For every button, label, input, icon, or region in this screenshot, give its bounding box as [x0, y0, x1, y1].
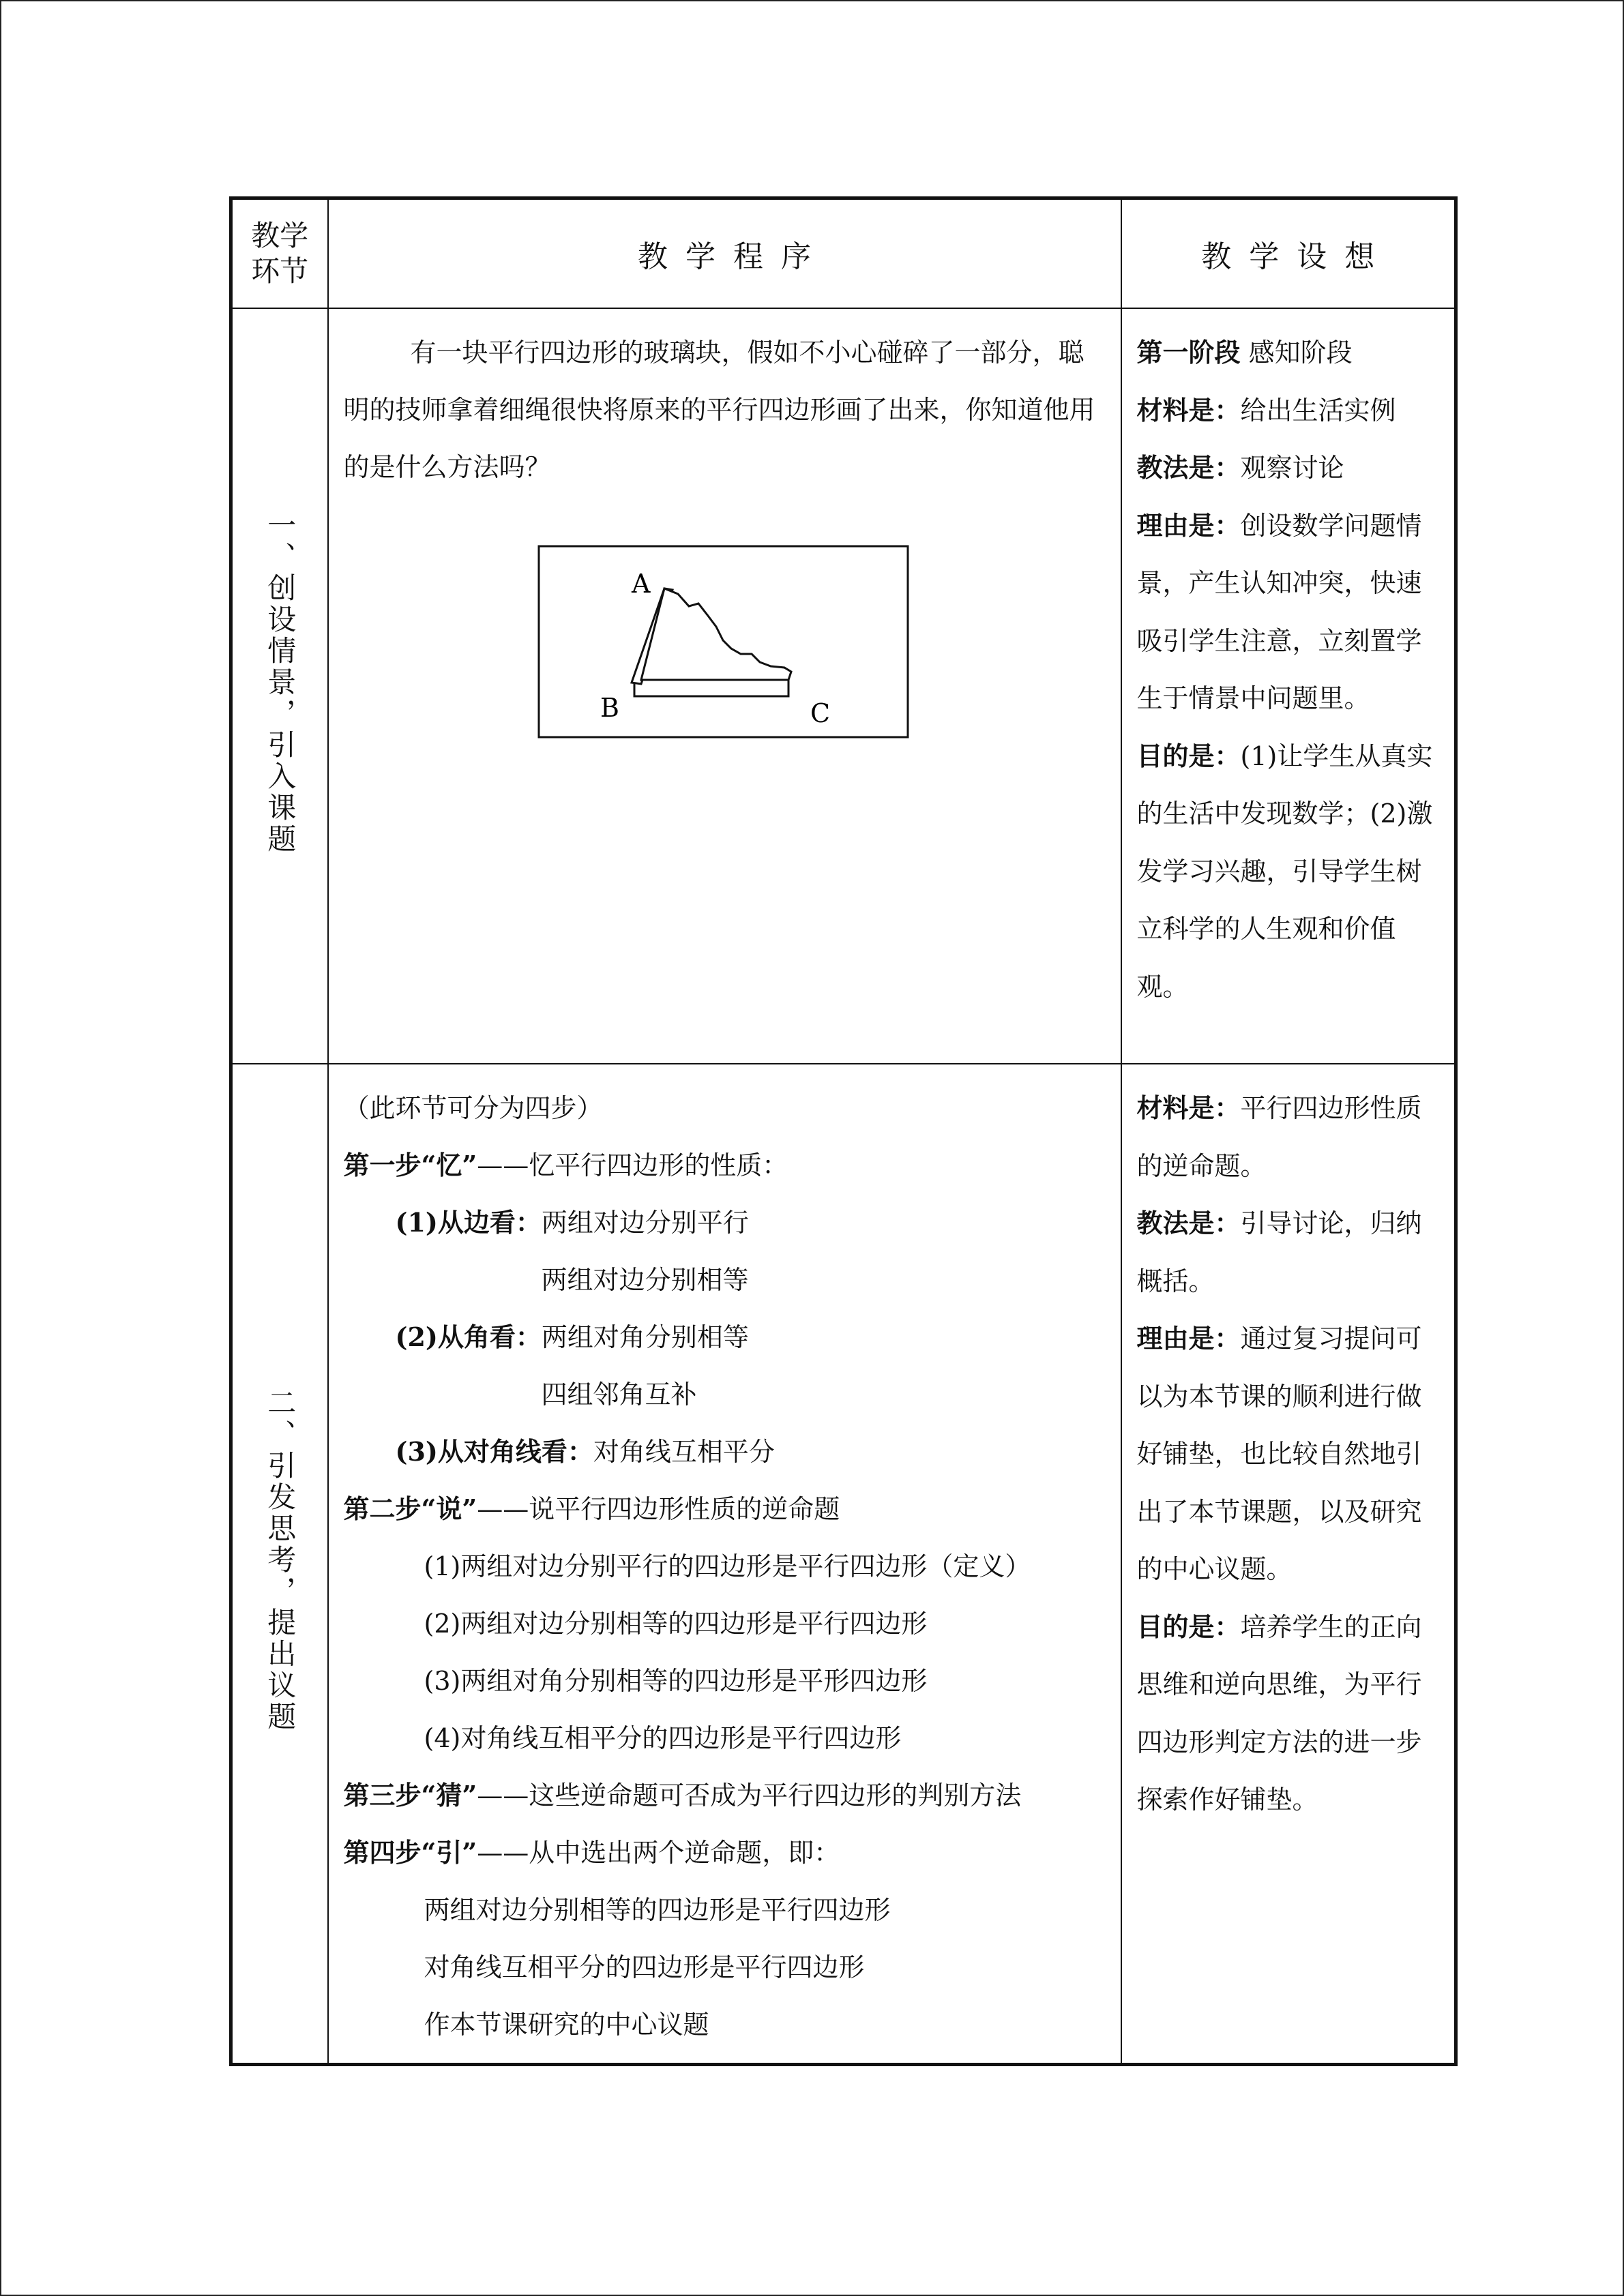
ruler-bc — [634, 680, 788, 696]
glass-fragment — [641, 588, 791, 680]
procedure-note: （此环节可分为四步） — [343, 1093, 603, 1123]
converse-3: (3)两组对角分别相等的四边形是平形四边形 — [424, 1666, 928, 1696]
step-2-label: 第二步“说” — [343, 1493, 477, 1524]
property-diagonal — [344, 1423, 1107, 1480]
step-3 — [344, 1767, 1107, 1824]
idea-1-reason — [1137, 497, 1440, 728]
broken-parallelogram-diagram — [537, 545, 909, 739]
header-row — [231, 198, 1456, 309]
idea-1-phase-label: 第一阶段 — [1136, 337, 1241, 368]
stage-2-procedure — [328, 1064, 1121, 2065]
idea-1-phase — [1137, 324, 1440, 382]
idea-2-method-text: 引导讨论，归纳概括。 — [1136, 1208, 1422, 1296]
idea-2-method-label: 教法是： — [1136, 1208, 1241, 1238]
idea-1-material-text: 给出生活实例 — [1240, 395, 1396, 426]
header-procedure — [328, 198, 1121, 309]
header-stage-line1: 教学 — [251, 219, 309, 252]
idea-2-goal-text: 培养学生的正向思维和逆向思维，为平行四边形判定方法的进一步探索作好铺垫。 — [1136, 1611, 1422, 1815]
property-side-label: (1)从边看： — [395, 1207, 542, 1238]
idea-1-phase-text: 感知阶段 — [1240, 338, 1353, 368]
header-stage-line2: 环节 — [251, 254, 309, 288]
step-1 — [344, 1137, 1107, 1194]
idea-1-reason-label: 理由是： — [1136, 509, 1241, 541]
stage-1-cell — [231, 308, 328, 1064]
chosen-3: 作本节课研究的中心议题 — [424, 2010, 709, 2040]
idea-1-goal-text: (1)让学生从真实的生活中发现数学；(2)激发学习兴趣，引导学生树立科学的人生观和价值观。 — [1136, 741, 1433, 1002]
header-stage — [231, 198, 328, 309]
idea-2-reason-text: 通过复习提问可以为本节课的顺利进行做好铺垫，也比较自然地引出了本节课题，以及研究的中心议题。 — [1136, 1324, 1422, 1584]
idea-2-method — [1137, 1195, 1440, 1310]
idea-1-method — [1137, 439, 1440, 497]
chosen-1: 两组对边分别相等的四边形是平行四边形 — [424, 1895, 891, 1925]
idea-1-goal — [1137, 728, 1440, 1016]
stage-1-procedure — [328, 308, 1121, 1064]
label-a: A — [631, 569, 650, 599]
row-stage-1 — [231, 308, 1456, 1064]
property-side — [344, 1194, 1107, 1251]
idea-1-reason-text: 创设数学问题情景，产生认知冲突，快速吸引学生注意，立刻置学生于情景中问题里。 — [1136, 510, 1422, 713]
converse-2: (2)两组对边分别相等的四边形是平行四边形 — [424, 1609, 928, 1639]
step-2 — [344, 1480, 1107, 1538]
stage-2-cell — [231, 1064, 328, 2065]
step-2-text: ——说平行四边形性质的逆命题 — [477, 1494, 840, 1524]
property-diagonal-line1: 对角线互相平分 — [593, 1437, 775, 1467]
intro-paragraph: 有一块平行四边形的玻璃块，假如不小心碰碎了一部分，聪明的技师拿着细绳很快将原来的平行四边形画了出来，你知道他用的是什么方法吗？ — [343, 338, 1095, 482]
idea-1-method-label: 教法是： — [1136, 452, 1241, 483]
stage-2-title: 二、引发思考，提出议题 — [263, 1388, 297, 1733]
step-1-text: ——忆平行四边形的性质： — [477, 1150, 788, 1180]
header-idea — [1121, 198, 1456, 309]
step-4-text: ——从中选出两个逆命题，即： — [477, 1838, 840, 1868]
property-angle — [344, 1309, 1107, 1366]
stage-1-idea — [1121, 308, 1456, 1064]
idea-1-material — [1137, 382, 1440, 440]
step-4-label: 第四步“引” — [343, 1837, 477, 1868]
idea-1-method-text: 观察讨论 — [1240, 453, 1344, 483]
glass-figure — [344, 496, 1107, 1054]
idea-2-reason-label: 理由是： — [1136, 1323, 1241, 1354]
step-4 — [344, 1824, 1107, 1881]
property-diagonal-label: (3)从对角线看： — [395, 1436, 593, 1467]
idea-2-material — [1137, 1079, 1440, 1195]
idea-1-material-label: 材料是： — [1136, 394, 1241, 426]
idea-2-material-text: 平行四边形性质的逆命题。 — [1136, 1093, 1422, 1181]
idea-1-goal-label: 目的是： — [1136, 740, 1241, 771]
property-side-line1: 两组对边分别平行 — [541, 1208, 749, 1238]
converse-4: (4)对角线互相平分的四边形是平行四边形 — [424, 1723, 902, 1753]
step-1-label: 第一步“忆” — [343, 1150, 477, 1180]
step-3-label: 第三步“猜” — [343, 1780, 477, 1810]
idea-2-goal-label: 目的是： — [1136, 1611, 1241, 1642]
property-angle-line2: 四组邻角互补 — [541, 1380, 697, 1410]
row-stage-2 — [231, 1064, 1456, 2065]
property-angle-label: (2)从角看： — [395, 1322, 542, 1352]
idea-2-material-label: 材料是： — [1136, 1092, 1241, 1123]
label-b: B — [600, 693, 619, 723]
idea-2-goal — [1137, 1598, 1440, 1829]
chosen-2: 对角线互相平分的四边形是平行四边形 — [424, 1952, 865, 1982]
converse-1: (1)两组对边分别平行的四边形是平行四边形（定义） — [424, 1551, 1031, 1581]
header-procedure-text: 教学程序 — [638, 239, 829, 274]
step-3-text: ——这些逆命题可否成为平行四边形的判别方法 — [477, 1780, 1022, 1810]
header-idea-text: 教学设想 — [1201, 239, 1393, 274]
lesson-plan-table — [229, 196, 1458, 2066]
property-side-line2: 两组对边分别相等 — [541, 1265, 749, 1295]
label-c: C — [810, 698, 830, 728]
idea-2-reason — [1137, 1310, 1440, 1598]
stage-1-title: 一、创设情景，引入课题 — [263, 510, 297, 855]
stage-2-idea — [1121, 1064, 1456, 2065]
property-angle-line1: 两组对角分别相等 — [541, 1322, 749, 1352]
